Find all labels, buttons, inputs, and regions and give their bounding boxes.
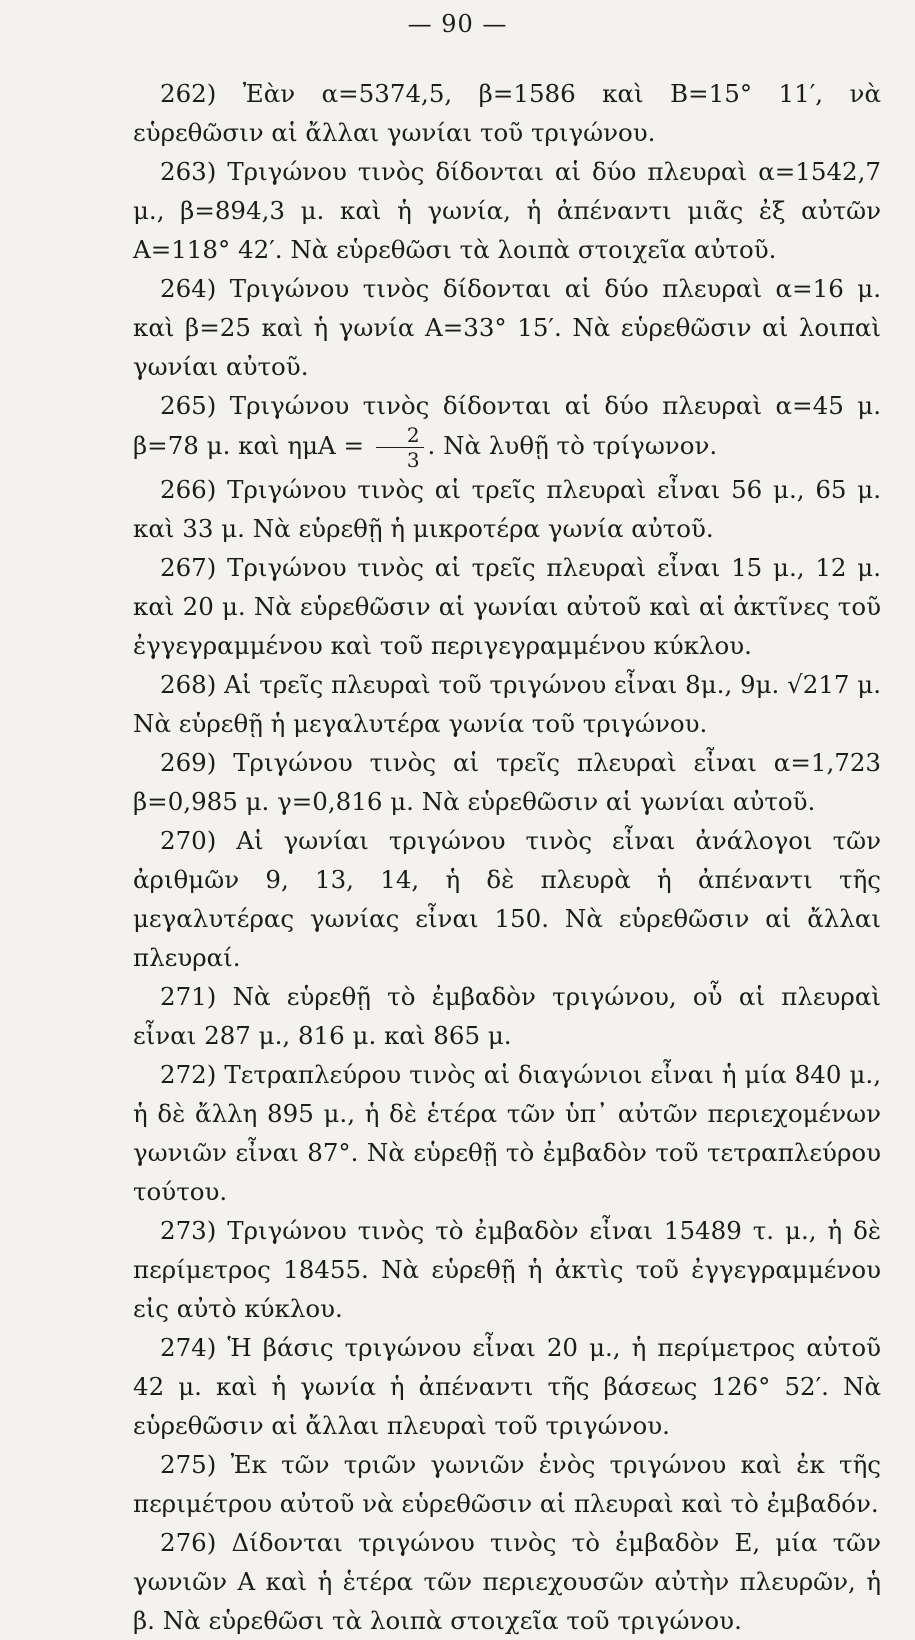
problem-list xyxy=(133,74,881,1640)
page-number: — 90 — xyxy=(407,10,508,38)
problem-265-text: 265) Τριγώνου τινὸς δίδονται αἱ δύο πλευραὶ α=45 μ. β=78 μ. καὶ ημΑ = xyxy=(133,391,881,460)
problem-270: 270) Αἱ γωνίαι τριγώνου τινὸς εἶναι ἀνάλογοι τῶν ἀριθμῶν 9, 13, 14, ἡ δὲ πλευρὰ ἡ ἀπέναντι τῆς μεγαλυτέρας γωνίας εἶναι 150. Νὰ εὑρεθῶσιν αἱ ἄλλαι πλευραί. xyxy=(133,826,881,972)
problem-264: 264) Τριγώνου τινὸς δίδονται αἱ δύο πλευραὶ α=16 μ. καὶ β=25 καὶ ἡ γωνία Α=33° 15′. Νὰ εὑρεθῶσιν αἱ λοιπαὶ γωνίαι αὐτοῦ. xyxy=(133,274,881,381)
problem-268: 268) Αἱ τρεῖς πλευραὶ τοῦ τριγώνου εἶναι 8μ., 9μ. √217 μ. Νὰ εὑρεθῇ ἡ μεγαλυτέρα γωνία τοῦ τριγώνου. xyxy=(133,670,881,738)
problem-263: 263) Τριγώνου τινὸς δίδονται αἱ δύο πλευραὶ α=1542,7 μ., β=894,3 μ. καὶ ἡ γωνία, ἡ ἀπέναντι μιᾶς ἐξ αὐτῶν Α=118° 42′. Νὰ εὑρεθῶσι τὰ λοιπὰ στοιχεῖα αὐτοῦ. xyxy=(133,157,881,264)
problem-266: 266) Τριγώνου τινὸς αἱ τρεῖς πλευραὶ εἶναι 56 μ., 65 μ. καὶ 33 μ. Νὰ εὑρεθῇ ἡ μικροτέρα γωνία αὐτοῦ. xyxy=(133,475,881,543)
problem-265-text-end: . Νὰ λυθῇ τὸ τρίγωνον. xyxy=(427,431,718,460)
problem-275: 275) Ἐκ τῶν τριῶν γωνιῶν ἑνὸς τριγώνου καὶ ἐκ τῆς περιμέτρου αὐτοῦ νὰ εὑρεθῶσιν αἱ πλευραὶ καὶ τὸ ἐμβαδόν. xyxy=(133,1450,881,1518)
problem-276: 276) Δίδονται τριγώνου τινὸς τὸ ἐμβαδὸν Ε, μία τῶν γωνιῶν Α καὶ ἡ ἑτέρα τῶν περιεχουσῶν αὐτὴν πλευρῶν, ἡ β. Νὰ εὑρεθῶσι τὰ λοιπὰ στοιχεῖα τοῦ τριγώνου. xyxy=(133,1528,881,1635)
fraction-numerator: 2 xyxy=(376,425,424,448)
problem-274: 274) Ἡ βάσις τριγώνου εἶναι 20 μ., ἡ περίμετρος αὐτοῦ 42 μ. καὶ ἡ γωνία ἡ ἀπέναντι τῆς βάσεως 126° 52′. Νὰ εὑρεθῶσιν αἱ ἄλλαι πλευραὶ τοῦ τριγώνου. xyxy=(133,1333,881,1440)
problem-271: 271) Νὰ εὑρεθῇ τὸ ἐμβαδὸν τριγώνου, οὗ αἱ πλευραὶ εἶναι 287 μ., 816 μ. καὶ 865 μ. xyxy=(133,982,881,1050)
fraction-denominator: 3 xyxy=(406,448,420,472)
problem-262: 262) Ἐὰν α=5374,5, β=1586 καὶ Β=15° 11′, νὰ εὑρεθῶσιν αἱ ἄλλαι γωνίαι τοῦ τριγώνου. xyxy=(133,79,881,147)
problem-265 xyxy=(133,386,881,470)
problem-269: 269) Τριγώνου τινὸς αἱ τρεῖς πλευραὶ εἶναι α=1,723 β=0,985 μ. γ=0,816 μ. Νὰ εὑρεθῶσιν αἱ γωνίαι αὐτοῦ. xyxy=(133,748,881,816)
problem-272: 272) Τετραπλεύρου τινὸς αἱ διαγώνιοι εἶναι ἡ μία 840 μ., ἡ δὲ ἄλλη 895 μ., ἡ δὲ ἑτέρα τῶν ὑπ᾽ αὐτῶν περιεχομένων γωνιῶν εἶναι 87°. Νὰ εὑρεθῇ τὸ ἐμβαδὸν τοῦ τετραπλεύρου τούτου. xyxy=(133,1060,881,1206)
problem-267: 267) Τριγώνου τινὸς αἱ τρεῖς πλευραὶ εἶναι 15 μ., 12 μ. καὶ 20 μ. Νὰ εὑρεθῶσιν αἱ γωνίαι αὐτοῦ καὶ αἱ ἀκτῖνες τοῦ ἐγγεγραμμένου καὶ τοῦ περιγεγραμμένου κύκλου. xyxy=(133,553,881,660)
problem-273: 273) Τριγώνου τινὸς τὸ ἐμβαδὸν εἶναι 15489 τ. μ., ἡ δὲ περίμετρος 18455. Νὰ εὑρεθῇ ἡ ἀκτὶς τοῦ ἐγγεγραμμένου εἰς αὐτὸ κύκλου. xyxy=(133,1216,881,1323)
fraction xyxy=(376,425,424,470)
